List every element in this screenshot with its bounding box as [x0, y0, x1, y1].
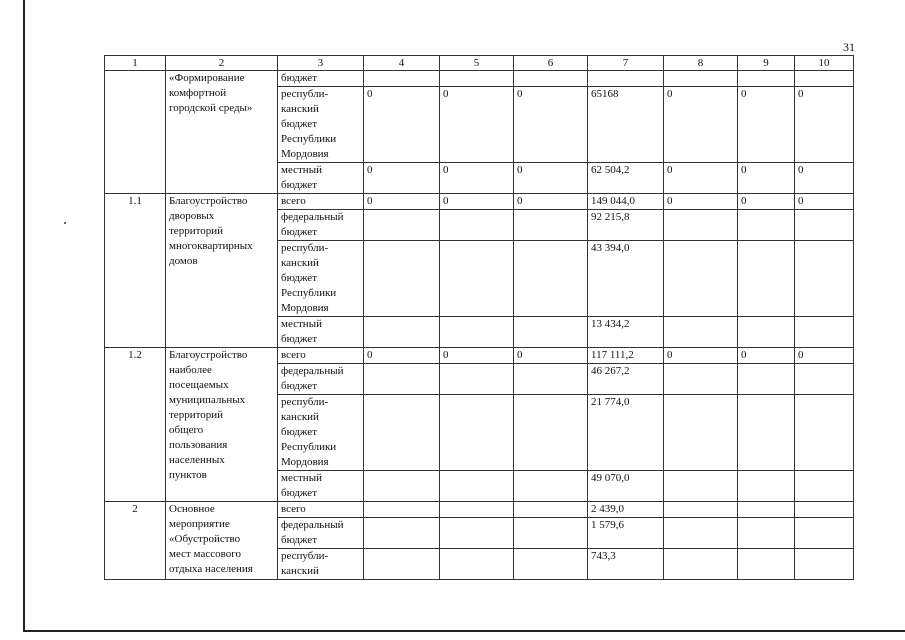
table-row: [105, 71, 854, 87]
funding-source-line: Республики: [281, 441, 337, 453]
funding-source-cell: [278, 317, 364, 348]
value-cell: [738, 364, 795, 395]
scan-speck: [64, 222, 66, 224]
value-cell: [738, 518, 795, 549]
funding-source-line: канский: [281, 411, 319, 423]
value-cell: 0: [664, 348, 738, 364]
value-cell: [514, 364, 588, 395]
funding-source-line: республи-: [281, 396, 329, 408]
funding-source-line: всего: [281, 349, 306, 361]
header-cell: 8: [664, 56, 738, 71]
item-name-cell: [166, 71, 278, 194]
value-cell: [738, 502, 795, 518]
funding-source-line: Мордовия: [281, 148, 329, 160]
value-cell: [738, 317, 795, 348]
funding-source-cell: [278, 518, 364, 549]
value-cell: [364, 502, 440, 518]
header-cell: 9: [738, 56, 795, 71]
value-cell: [440, 518, 514, 549]
value-cell: [514, 395, 588, 471]
value-cell: [795, 317, 854, 348]
value-cell: [440, 210, 514, 241]
funding-source-line: бюджет: [281, 272, 317, 284]
funding-source-cell: [278, 364, 364, 395]
funding-source-cell: [278, 395, 364, 471]
value-cell: 117 111,2: [588, 348, 664, 364]
funding-source-line: Республики: [281, 287, 337, 299]
value-cell: 0: [514, 348, 588, 364]
item-name-line: «Формирование: [169, 72, 245, 84]
item-name-line: территорий: [169, 409, 224, 421]
value-cell: [364, 71, 440, 87]
value-cell: [664, 210, 738, 241]
funding-source-cell: [278, 87, 364, 163]
funding-source-line: республи-: [281, 242, 329, 254]
value-cell: [364, 210, 440, 241]
value-cell: [440, 71, 514, 87]
page-number: 31: [843, 40, 855, 54]
funding-source-cell: [278, 194, 364, 210]
value-cell: 0: [664, 87, 738, 163]
value-cell: 0: [440, 87, 514, 163]
header-cell: 7: [588, 56, 664, 71]
header-cell: 6: [514, 56, 588, 71]
value-cell: 49 070,0: [588, 471, 664, 502]
item-name-line: городской среды»: [169, 102, 253, 114]
funding-source-line: республи-: [281, 88, 329, 100]
value-cell: 0: [364, 194, 440, 210]
value-cell: [440, 549, 514, 580]
item-name-line: дворовых: [169, 210, 215, 222]
funding-source-cell: [278, 71, 364, 87]
item-name-line: Благоустройство: [169, 349, 248, 361]
value-cell: [664, 241, 738, 317]
value-cell: [514, 317, 588, 348]
header-cell: 3: [278, 56, 364, 71]
value-cell: [364, 241, 440, 317]
funding-source-line: канский: [281, 257, 319, 269]
funding-source-line: бюджет: [281, 72, 317, 84]
value-cell: [440, 395, 514, 471]
funding-source-cell: [278, 502, 364, 518]
value-cell: [440, 364, 514, 395]
header-cell: 5: [440, 56, 514, 71]
item-name-cell: [166, 194, 278, 348]
value-cell: [440, 502, 514, 518]
funding-source-line: местный: [281, 472, 322, 484]
item-name-line: мест массового: [169, 548, 241, 560]
funding-source-line: бюджет: [281, 118, 317, 130]
value-cell: [514, 518, 588, 549]
header-cell: 10: [795, 56, 854, 71]
value-cell: [514, 502, 588, 518]
value-cell: [664, 71, 738, 87]
value-cell: [440, 471, 514, 502]
value-cell: 0: [440, 348, 514, 364]
value-cell: [364, 395, 440, 471]
value-cell: 0: [514, 87, 588, 163]
table-row: [105, 502, 854, 518]
item-name-line: муниципальных: [169, 394, 246, 406]
table-row: [105, 348, 854, 364]
funding-source-line: федеральный: [281, 519, 344, 531]
value-cell: [588, 71, 664, 87]
funding-source-line: федеральный: [281, 365, 344, 377]
item-number-cell: [105, 71, 166, 194]
value-cell: [795, 364, 854, 395]
value-cell: 0: [738, 87, 795, 163]
value-cell: [514, 549, 588, 580]
value-cell: 0: [514, 194, 588, 210]
value-cell: 13 434,2: [588, 317, 664, 348]
item-name-line: комфортной: [169, 87, 227, 99]
value-cell: 65168: [588, 87, 664, 163]
table-body: [105, 71, 854, 580]
value-cell: [795, 502, 854, 518]
item-number-cell: 2: [105, 502, 166, 580]
value-cell: 0: [795, 194, 854, 210]
funding-source-line: федеральный: [281, 211, 344, 223]
funding-source-line: бюджет: [281, 426, 317, 438]
item-name-line: отдыха населения: [169, 563, 253, 575]
funding-source-cell: [278, 549, 364, 580]
value-cell: [514, 71, 588, 87]
value-cell: [514, 241, 588, 317]
value-cell: 0: [738, 194, 795, 210]
value-cell: [795, 471, 854, 502]
funding-source-cell: [278, 241, 364, 317]
funding-source-line: бюджет: [281, 487, 317, 499]
value-cell: [738, 71, 795, 87]
funding-source-line: всего: [281, 195, 306, 207]
value-cell: [364, 518, 440, 549]
funding-source-line: республи-: [281, 550, 329, 562]
value-cell: 21 774,0: [588, 395, 664, 471]
value-cell: [364, 471, 440, 502]
value-cell: [795, 71, 854, 87]
item-number-cell: 1.2: [105, 348, 166, 502]
item-name-cell: [166, 348, 278, 502]
value-cell: [795, 549, 854, 580]
value-cell: [795, 241, 854, 317]
funding-source-line: всего: [281, 503, 306, 515]
funding-source-line: Мордовия: [281, 456, 329, 468]
value-cell: 0: [440, 163, 514, 194]
value-cell: [738, 210, 795, 241]
header-cell: 2: [166, 56, 278, 71]
item-name-line: Основное: [169, 503, 215, 515]
funding-source-line: местный: [281, 318, 322, 330]
value-cell: [364, 364, 440, 395]
header-cell: 1: [105, 56, 166, 71]
value-cell: 92 215,8: [588, 210, 664, 241]
funding-source-line: местный: [281, 164, 322, 176]
value-cell: [738, 549, 795, 580]
item-name-line: домов: [169, 255, 198, 267]
table-row: [105, 194, 854, 210]
item-name-line: мероприятие: [169, 518, 230, 530]
item-name-line: посещаемых: [169, 379, 229, 391]
funding-source-cell: [278, 163, 364, 194]
item-name-line: пунктов: [169, 469, 207, 481]
value-cell: 62 504,2: [588, 163, 664, 194]
value-cell: 0: [364, 163, 440, 194]
value-cell: 43 394,0: [588, 241, 664, 317]
budget-table: [104, 55, 854, 580]
value-cell: 0: [738, 348, 795, 364]
value-cell: [738, 471, 795, 502]
value-cell: 0: [364, 87, 440, 163]
item-number-cell: 1.1: [105, 194, 166, 348]
funding-source-line: канский: [281, 103, 319, 115]
funding-source-line: бюджет: [281, 534, 317, 546]
header-row: [105, 56, 854, 71]
item-name-cell: [166, 502, 278, 580]
funding-source-line: бюджет: [281, 333, 317, 345]
value-cell: 1 579,6: [588, 518, 664, 549]
item-name-line: пользования: [169, 439, 228, 451]
value-cell: [664, 502, 738, 518]
value-cell: [364, 317, 440, 348]
value-cell: 2 439,0: [588, 502, 664, 518]
value-cell: 46 267,2: [588, 364, 664, 395]
value-cell: 0: [664, 194, 738, 210]
item-name-line: многоквартирных: [169, 240, 253, 252]
value-cell: [738, 241, 795, 317]
value-cell: [364, 549, 440, 580]
value-cell: 0: [795, 163, 854, 194]
value-cell: 0: [795, 348, 854, 364]
item-name-line: Благоустройство: [169, 195, 248, 207]
value-cell: [664, 317, 738, 348]
funding-source-line: Республики: [281, 133, 337, 145]
left-margin-rule: [23, 0, 25, 632]
value-cell: 0: [364, 348, 440, 364]
value-cell: [795, 210, 854, 241]
item-name-line: населенных: [169, 454, 225, 466]
value-cell: 743,3: [588, 549, 664, 580]
value-cell: [795, 395, 854, 471]
value-cell: [514, 210, 588, 241]
value-cell: 0: [738, 163, 795, 194]
header-cell: 4: [364, 56, 440, 71]
funding-source-line: бюджет: [281, 226, 317, 238]
funding-source-cell: [278, 210, 364, 241]
value-cell: 0: [514, 163, 588, 194]
funding-source-line: Мордовия: [281, 302, 329, 314]
value-cell: [440, 317, 514, 348]
value-cell: [514, 471, 588, 502]
item-name-line: наиболее: [169, 364, 212, 376]
value-cell: [440, 241, 514, 317]
item-name-line: общего: [169, 424, 204, 436]
value-cell: [664, 518, 738, 549]
value-cell: [664, 395, 738, 471]
funding-source-line: бюджет: [281, 380, 317, 392]
funding-source-line: бюджет: [281, 179, 317, 191]
funding-source-cell: [278, 348, 364, 364]
value-cell: [795, 518, 854, 549]
bottom-margin-rule: [23, 630, 905, 632]
funding-source-line: канский: [281, 565, 319, 577]
value-cell: 0: [664, 163, 738, 194]
funding-source-cell: [278, 471, 364, 502]
value-cell: 0: [440, 194, 514, 210]
value-cell: 149 044,0: [588, 194, 664, 210]
item-name-line: территорий: [169, 225, 224, 237]
value-cell: [738, 395, 795, 471]
value-cell: 0: [795, 87, 854, 163]
item-name-line: «Обустройство: [169, 533, 241, 545]
value-cell: [664, 549, 738, 580]
value-cell: [664, 364, 738, 395]
value-cell: [664, 471, 738, 502]
